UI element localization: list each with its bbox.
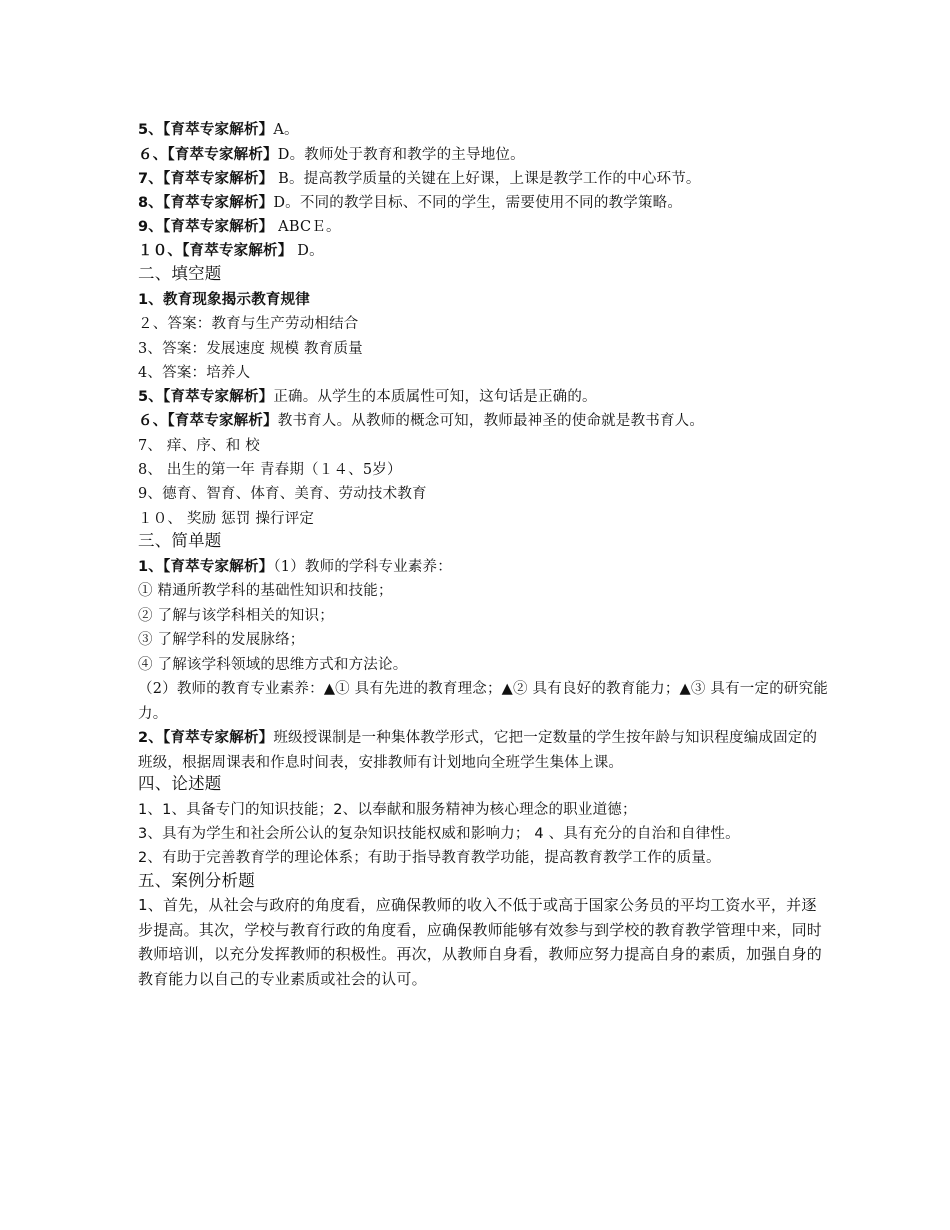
- short-answer-1-point-1: ① 精通所教学科的基础性知识和技能；: [138, 583, 393, 599]
- item-number: ６、: [138, 413, 168, 429]
- mc-answer-5: [138, 121, 828, 139]
- section-heading-essay: 四、论述题: [138, 774, 222, 793]
- expert-analysis-tag: 【育萃专家解析】: [163, 122, 274, 138]
- item-number: 2、: [138, 730, 163, 746]
- mc-answer-10: [138, 242, 828, 260]
- item-number: 8、: [138, 195, 163, 211]
- fill-answer-10: １０、 奖励 惩罚 操行评定: [138, 511, 315, 527]
- item-number: 7、: [138, 171, 163, 187]
- answer-text: ABCＥ。: [273, 219, 341, 235]
- short-answer-1-point-3: ③ 了解学科的发展脉络；: [138, 632, 305, 648]
- short-answer-1-point-4: ④ 了解该学科领域的思维方式和方法论。: [138, 657, 408, 673]
- answer-text: D。: [292, 243, 324, 259]
- expert-analysis-tag: 【育萃专家解析】: [167, 147, 278, 163]
- expert-analysis-tag: 【育萃专家解析】: [182, 243, 293, 259]
- answer-text: （1）教师的学科专业素养：: [273, 559, 452, 575]
- expert-analysis-tag: 【育萃专家解析】: [163, 171, 274, 187]
- answer-text: 教书育人。从教师的概念可知，教师最神圣的使命就是教书育人。: [277, 413, 705, 429]
- item-number: ６、: [138, 147, 168, 163]
- fill-answer-3: 3、答案：发展速度 规模 教育质量: [138, 341, 363, 357]
- fill-answer-6: [138, 412, 828, 430]
- answer-text: 正确。从学生的本质属性可知，这句话是正确的。: [273, 389, 597, 405]
- fill-answer-2: ２、答案：教育与生产劳动相结合: [138, 316, 359, 332]
- essay-answer-line-3: 2、有助于完善教育学的理论体系；有助于指导教育教学功能，提高教育教学工作的质量。: [138, 850, 721, 866]
- answer-text: A。: [273, 122, 299, 138]
- fill-answer-4: 4、答案：培养人: [138, 365, 251, 381]
- essay-answer-line-2: 3、具有为学生和社会所公认的复杂知识技能权威和影响力； 4 、具有充分的自治和自律性。: [138, 826, 740, 842]
- expert-analysis-tag: 【育萃专家解析】: [163, 389, 274, 405]
- mc-answer-7: [138, 170, 828, 188]
- fill-answer-1: 1、教育现象揭示教育规律: [138, 292, 310, 308]
- answer-text: D。不同的教学目标、不同的学生，需要使用不同的教学策略。: [273, 195, 683, 211]
- mc-answer-9: [138, 218, 828, 236]
- item-number: 1、: [138, 559, 163, 575]
- short-answer-1-part-2: （2）教师的教育专业素养：▲① 具有先进的教育理念；▲② 具有良好的教育能力；▲③ 具有一定的研究能力。: [138, 681, 829, 722]
- fill-answer-7: 7、 痒、序、和 校: [138, 438, 260, 454]
- short-answer-1-point-2: ② 了解与该学科相关的知识；: [138, 608, 334, 624]
- item-number: 5、: [138, 389, 163, 405]
- expert-analysis-tag: 【育萃专家解析】: [167, 413, 278, 429]
- answer-text: D。教师处于教育和教学的主导地位。: [277, 147, 525, 163]
- expert-analysis-tag: 【育萃专家解析】: [163, 195, 274, 211]
- case-analysis-answer: 1、首先，从社会与政府的角度看，应确保教师的收入不低于或高于国家公务员的平均工资水平，并逐步提高。其次，学校与教育行政的角度看，应确保教师能够有效参与到学校的教育教学管理中来，同时教师培训，以充分发挥教师的积极性。再次，从教师自身看，教师应努力提高自身的素质，加强自身的教育能力以自己的专业素质或社会的认可。: [138, 896, 823, 988]
- answer-text: 班级授课制是一种集体教学形式，它把一定数量的学生按年龄与知识程度编成固定的班级，根据周课表和作息时间表，安排教师有计划地向全班学生集体上课。: [138, 730, 818, 771]
- expert-analysis-tag: 【育萃专家解析】: [163, 559, 274, 575]
- section-heading-fill: 二、填空题: [138, 264, 222, 283]
- short-answer-2: [138, 726, 828, 775]
- section-heading-case: 五、案例分析题: [138, 871, 255, 890]
- expert-analysis-tag: 【育萃专家解析】: [163, 730, 274, 746]
- essay-answer-line-1: 1、1、具备专门的知识技能；2、以奉献和服务精神为核心理念的职业道德；: [138, 802, 637, 818]
- section-heading-short: 三、简单题: [138, 531, 222, 550]
- answer-text: B。提高教学质量的关键在上好课，上课是教学工作的中心环节。: [273, 171, 701, 187]
- short-answer-1-intro: [138, 558, 828, 576]
- item-number: １０、: [138, 243, 183, 259]
- fill-answer-9: 9、德育、智育、体育、美育、劳动技术教育: [138, 486, 427, 502]
- expert-analysis-tag: 【育萃专家解析】: [163, 219, 274, 235]
- fill-answer-5: [138, 388, 828, 406]
- item-number: 9、: [138, 219, 163, 235]
- item-number: 5、: [138, 122, 163, 138]
- mc-answer-6: [138, 146, 828, 164]
- fill-answer-8: 8、 出生的第一年 青春期（１４、5岁）: [138, 462, 402, 478]
- mc-answer-8: [138, 194, 828, 212]
